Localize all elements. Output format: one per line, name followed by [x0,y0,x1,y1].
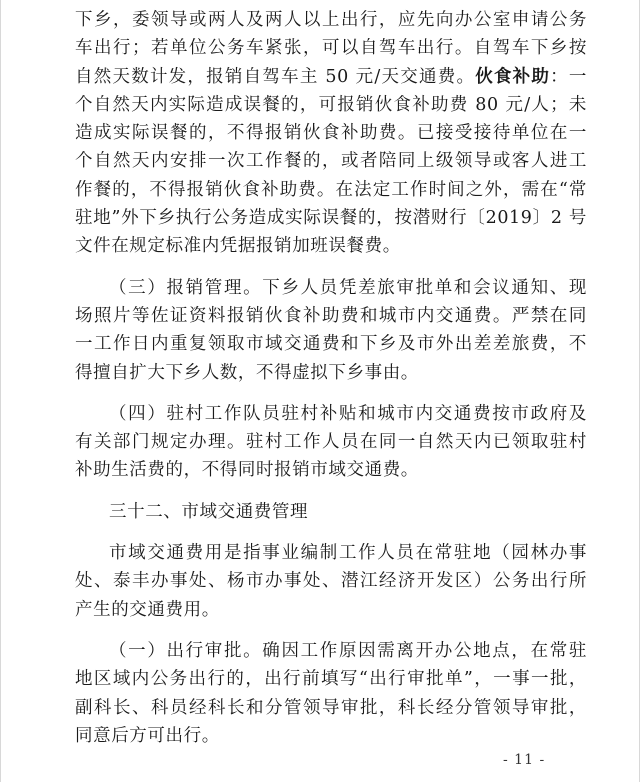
bold-term-meal-subsidy: 伙食补助 [475,66,551,87]
text-line: 文件在规定标准内凭据报销加班误餐费。 [75,236,401,257]
text-line: 个自然天内实际造成误餐的，可报销伙食补助费 80 元/人；未 [75,94,587,115]
text-line: 补助生活费的，不得同时报销市域交通费。 [75,460,419,481]
paragraph-city-transport-definition [75,539,587,624]
text-line: 同意后方可出行。 [75,725,220,746]
paragraph-village-team [75,400,587,485]
text-line: 地区域内公务出行的，出行前填写“出行审批单”，一事一批， [75,669,587,690]
text-line: 驻地”外下乡执行公务造成实际误餐的，按潜财行〔2019〕2 号 [75,208,587,229]
text-line: 场照片等佐证资料报销伙食补助费和城市内交通费。严禁在同 [75,305,587,326]
text-span: ：一 [550,66,587,87]
text-line: （三）报销管理。下乡人员凭差旅审批单和会议通知、现 [109,277,587,298]
paragraph-self-drive [75,6,587,261]
text-line: （一）出行审批。确因工作原因需离开办公地点，在常驻 [109,640,587,661]
text-line: 副科长、科员经科长和分管领导审批，科长经分管领导审批， [75,697,587,718]
text-line: 作餐的，不得报销伙食补助费。在法定工作时间之外，需在“常 [75,179,587,200]
text-line: 得擅自扩大下乡人数，不得虚拟下乡事由。 [75,362,419,383]
text-line: 车出行；若单位公务车紧张，可以自驾车出行。自驾车下乡按 [75,38,587,59]
text-span: 自然天数计发，报销自驾车主 50 元/天交通费。 [75,66,476,87]
section-heading: 三十二、市域交通费管理 [109,501,309,522]
page-number: - 11 - [503,752,546,768]
text-line: 个自然天内安排一次工作餐的，或者陪同上级领导或客人进工 [75,151,587,172]
document-body [75,6,587,750]
text-line: 一工作日内重复领取市域交通费和下乡及市外出差差旅费，不 [75,334,587,355]
text-line: 有关部门规定办理。驻村工作人员在同一自然天内已领取驻村 [75,432,587,453]
text-line [75,63,587,91]
text-line: 下乡，委领导或两人及两人以上出行，应先向办公室申请公务 [75,10,587,30]
text-line: 造成实际误餐的，不得报销伙食补助费。已接受接待单位在一 [75,123,587,144]
text-line: 处、泰丰办事处、杨市办事处、潜江经济开发区）公务出行所 [75,571,587,592]
text-line: 产生的交通费用。 [75,599,220,620]
paragraph-reimbursement-management [75,274,587,387]
paragraph-travel-approval [75,637,587,750]
text-line: （四）驻村工作队员驻村补贴和城市内交通费按市政府及 [109,403,587,424]
text-line: 市域交通费用是指事业编制工作人员在常驻地（园林办事 [109,543,587,564]
